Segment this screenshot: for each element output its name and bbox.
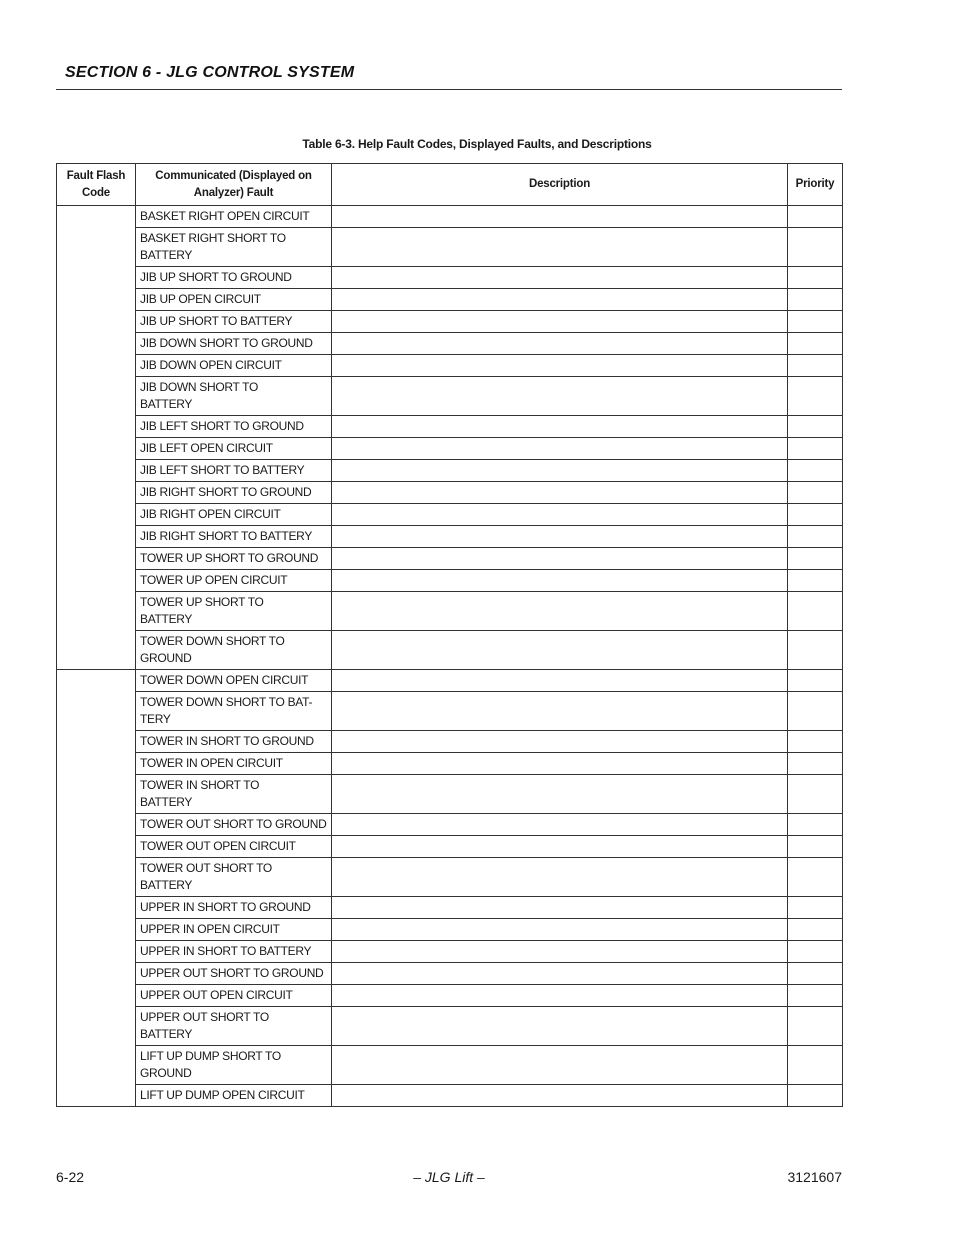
- col-header-priority: Priority: [788, 164, 843, 206]
- fault-name-cell: [136, 919, 332, 941]
- section-header: SECTION 6 - JLG CONTROL SYSTEM: [65, 64, 355, 81]
- fault-name-line1: UPPER OUT SHORT TO: [140, 1010, 269, 1024]
- description-cell: [332, 775, 788, 814]
- table-row: [57, 919, 843, 941]
- description-cell: [332, 548, 788, 570]
- col-header-flash-code-line2: Code: [82, 186, 110, 199]
- col-header-description: Description: [332, 164, 788, 206]
- fault-flash-code-cell: [57, 206, 136, 670]
- table-row: [57, 731, 843, 753]
- description-cell: [332, 482, 788, 504]
- description-cell: [332, 897, 788, 919]
- table-row: [57, 416, 843, 438]
- table-row: [57, 941, 843, 963]
- fault-name-cell: [136, 631, 332, 670]
- description-cell: [332, 1007, 788, 1046]
- fault-name-line1: JIB UP OPEN CIRCUIT: [140, 292, 261, 306]
- fault-name-line1: TOWER DOWN OPEN CIRCUIT: [140, 673, 309, 687]
- col-header-fault-line1: Communicated (Displayed on: [155, 169, 312, 182]
- fault-name-cell: [136, 438, 332, 460]
- fault-name-line1: JIB LEFT SHORT TO GROUND: [140, 419, 304, 433]
- table-row: [57, 289, 843, 311]
- table-row: [57, 482, 843, 504]
- header-rule: [56, 89, 842, 90]
- table-row: [57, 333, 843, 355]
- footer-brand: – JLG Lift –: [413, 1169, 485, 1185]
- table-row: [57, 267, 843, 289]
- description-cell: [332, 731, 788, 753]
- fault-name-line1: TOWER UP SHORT TO: [140, 595, 264, 609]
- description-cell: [332, 858, 788, 897]
- fault-name-cell: [136, 377, 332, 416]
- fault-codes-table: [56, 163, 843, 1107]
- fault-name-cell: [136, 692, 332, 731]
- description-cell: [332, 438, 788, 460]
- description-cell: [332, 416, 788, 438]
- priority-cell: [788, 267, 843, 289]
- fault-name-cell: [136, 289, 332, 311]
- priority-cell: [788, 570, 843, 592]
- fault-flash-code-cell: [57, 670, 136, 1107]
- description-cell: [332, 985, 788, 1007]
- priority-cell: [788, 1085, 843, 1107]
- priority-cell: [788, 482, 843, 504]
- description-cell: [332, 228, 788, 267]
- fault-name-cell: [136, 526, 332, 548]
- fault-name-line1: JIB RIGHT OPEN CIRCUIT: [140, 507, 281, 521]
- table-row: [57, 206, 843, 228]
- fault-name-line1: JIB DOWN SHORT TO: [140, 380, 259, 394]
- fault-name-cell: [136, 416, 332, 438]
- table-row: [57, 1046, 843, 1085]
- fault-name-line1: LIFT UP DUMP OPEN CIRCUIT: [140, 1088, 305, 1102]
- fault-name-line1: TOWER IN OPEN CIRCUIT: [140, 756, 283, 770]
- description-cell: [332, 289, 788, 311]
- document-number: 3121607: [787, 1169, 842, 1185]
- description-cell: [332, 836, 788, 858]
- description-cell: [332, 333, 788, 355]
- description-cell: [332, 692, 788, 731]
- table-row: [57, 670, 843, 692]
- fault-name-line1: TOWER OUT OPEN CIRCUIT: [140, 839, 296, 853]
- fault-name-line1: TOWER IN SHORT TO: [140, 778, 260, 792]
- table-row: [57, 526, 843, 548]
- priority-cell: [788, 333, 843, 355]
- fault-name-line1: TOWER UP OPEN CIRCUIT: [140, 573, 288, 587]
- fault-name-line1: JIB LEFT SHORT TO BATTERY: [140, 463, 305, 477]
- fault-name-cell: [136, 592, 332, 631]
- description-cell: [332, 311, 788, 333]
- priority-cell: [788, 775, 843, 814]
- fault-name-cell: [136, 753, 332, 775]
- fault-name-line2: GROUND: [140, 651, 192, 665]
- page-number: 6-22: [56, 1169, 85, 1185]
- col-header-flash-code: [57, 164, 136, 206]
- description-cell: [332, 592, 788, 631]
- fault-name-cell: [136, 963, 332, 985]
- fault-name-line1: TOWER OUT SHORT TO GROUND: [140, 817, 327, 831]
- fault-name-line2: BATTERY: [140, 795, 193, 809]
- col-header-fault: [136, 164, 332, 206]
- description-cell: [332, 267, 788, 289]
- description-cell: [332, 355, 788, 377]
- priority-cell: [788, 460, 843, 482]
- fault-name-line2: BATTERY: [140, 612, 193, 626]
- priority-cell: [788, 897, 843, 919]
- fault-name-cell: [136, 482, 332, 504]
- priority-cell: [788, 1046, 843, 1085]
- fault-name-line1: UPPER IN SHORT TO GROUND: [140, 900, 311, 914]
- fault-name-cell: [136, 731, 332, 753]
- fault-name-cell: [136, 548, 332, 570]
- fault-name-line1: JIB DOWN OPEN CIRCUIT: [140, 358, 282, 372]
- fault-name-line2: BATTERY: [140, 397, 193, 411]
- priority-cell: [788, 963, 843, 985]
- table-row: [57, 355, 843, 377]
- priority-cell: [788, 731, 843, 753]
- table-row: [57, 1007, 843, 1046]
- fault-name-cell: [136, 814, 332, 836]
- description-cell: [332, 941, 788, 963]
- fault-name-line1: UPPER IN OPEN CIRCUIT: [140, 922, 280, 936]
- description-cell: [332, 206, 788, 228]
- description-cell: [332, 570, 788, 592]
- table-row: [57, 692, 843, 731]
- priority-cell: [788, 311, 843, 333]
- priority-cell: [788, 814, 843, 836]
- table-row: [57, 311, 843, 333]
- description-cell: [332, 963, 788, 985]
- table-row: [57, 963, 843, 985]
- description-cell: [332, 377, 788, 416]
- description-cell: [332, 526, 788, 548]
- table-row: [57, 775, 843, 814]
- fault-name-line1: TOWER DOWN SHORT TO BAT-: [140, 695, 313, 709]
- priority-cell: [788, 526, 843, 548]
- priority-cell: [788, 919, 843, 941]
- fault-name-cell: [136, 670, 332, 692]
- fault-name-cell: [136, 311, 332, 333]
- priority-cell: [788, 858, 843, 897]
- fault-name-line1: JIB LEFT OPEN CIRCUIT: [140, 441, 273, 455]
- description-cell: [332, 460, 788, 482]
- fault-name-cell: [136, 333, 332, 355]
- fault-name-cell: [136, 858, 332, 897]
- description-cell: [332, 919, 788, 941]
- fault-name-line1: TOWER DOWN SHORT TO: [140, 634, 285, 648]
- fault-name-cell: [136, 897, 332, 919]
- table-row: [57, 460, 843, 482]
- table-row: [57, 1085, 843, 1107]
- priority-cell: [788, 941, 843, 963]
- fault-name-line1: JIB DOWN SHORT TO GROUND: [140, 336, 313, 350]
- priority-cell: [788, 416, 843, 438]
- fault-name-line1: BASKET RIGHT SHORT TO: [140, 231, 286, 245]
- priority-cell: [788, 753, 843, 775]
- fault-name-cell: [136, 836, 332, 858]
- fault-name-cell: [136, 1085, 332, 1107]
- table-row: [57, 548, 843, 570]
- fault-name-cell: [136, 206, 332, 228]
- fault-name-line1: UPPER OUT OPEN CIRCUIT: [140, 988, 293, 1002]
- priority-cell: [788, 504, 843, 526]
- table-body: [57, 206, 843, 1107]
- priority-cell: [788, 228, 843, 267]
- priority-cell: [788, 692, 843, 731]
- fault-name-line2: BATTERY: [140, 878, 193, 892]
- col-header-flash-code-line1: Fault Flash: [66, 169, 126, 182]
- priority-cell: [788, 548, 843, 570]
- fault-name-line1: TOWER UP SHORT TO GROUND: [140, 551, 319, 565]
- fault-name-line1: LIFT UP DUMP SHORT TO: [140, 1049, 281, 1063]
- description-cell: [332, 504, 788, 526]
- fault-name-cell: [136, 267, 332, 289]
- description-cell: [332, 753, 788, 775]
- description-cell: [332, 1085, 788, 1107]
- fault-name-cell: [136, 941, 332, 963]
- fault-name-line1: JIB UP SHORT TO BATTERY: [140, 314, 293, 328]
- fault-name-line1: BASKET RIGHT OPEN CIRCUIT: [140, 209, 310, 223]
- table-row: [57, 377, 843, 416]
- table-row: [57, 228, 843, 267]
- fault-name-line2: TERY: [140, 712, 171, 726]
- priority-cell: [788, 592, 843, 631]
- table-row: [57, 858, 843, 897]
- fault-name-cell: [136, 985, 332, 1007]
- fault-name-cell: [136, 1046, 332, 1085]
- table-title: Table 6-3. Help Fault Codes, Displayed Faults, and Descriptions: [302, 137, 652, 151]
- fault-name-cell: [136, 460, 332, 482]
- table-header-row: [57, 164, 843, 206]
- fault-name-cell: [136, 1007, 332, 1046]
- fault-name-cell: [136, 504, 332, 526]
- table-row: [57, 753, 843, 775]
- table-row: [57, 592, 843, 631]
- table-row: [57, 438, 843, 460]
- description-cell: [332, 1046, 788, 1085]
- fault-name-cell: [136, 228, 332, 267]
- fault-name-line1: JIB RIGHT SHORT TO GROUND: [140, 485, 312, 499]
- fault-name-cell: [136, 355, 332, 377]
- priority-cell: [788, 438, 843, 460]
- fault-name-line2: BATTERY: [140, 1027, 193, 1041]
- table-row: [57, 897, 843, 919]
- priority-cell: [788, 631, 843, 670]
- table-row: [57, 985, 843, 1007]
- fault-name-line1: TOWER IN SHORT TO GROUND: [140, 734, 314, 748]
- table-row: [57, 836, 843, 858]
- table-row: [57, 814, 843, 836]
- priority-cell: [788, 377, 843, 416]
- table-row: [57, 631, 843, 670]
- priority-cell: [788, 670, 843, 692]
- fault-name-cell: [136, 775, 332, 814]
- fault-name-line2: BATTERY: [140, 248, 193, 262]
- description-cell: [332, 670, 788, 692]
- fault-name-cell: [136, 570, 332, 592]
- col-header-fault-line2: Analyzer) Fault: [193, 186, 274, 199]
- fault-name-line1: JIB RIGHT SHORT TO BATTERY: [140, 529, 313, 543]
- fault-name-line1: JIB UP SHORT TO GROUND: [140, 270, 292, 284]
- priority-cell: [788, 985, 843, 1007]
- priority-cell: [788, 836, 843, 858]
- table-row: [57, 570, 843, 592]
- priority-cell: [788, 289, 843, 311]
- fault-name-line1: TOWER OUT SHORT TO: [140, 861, 272, 875]
- fault-name-line1: UPPER OUT SHORT TO GROUND: [140, 966, 324, 980]
- description-cell: [332, 631, 788, 670]
- fault-name-line1: UPPER IN SHORT TO BATTERY: [140, 944, 312, 958]
- fault-name-line2: GROUND: [140, 1066, 192, 1080]
- priority-cell: [788, 355, 843, 377]
- description-cell: [332, 814, 788, 836]
- table-row: [57, 504, 843, 526]
- priority-cell: [788, 206, 843, 228]
- priority-cell: [788, 1007, 843, 1046]
